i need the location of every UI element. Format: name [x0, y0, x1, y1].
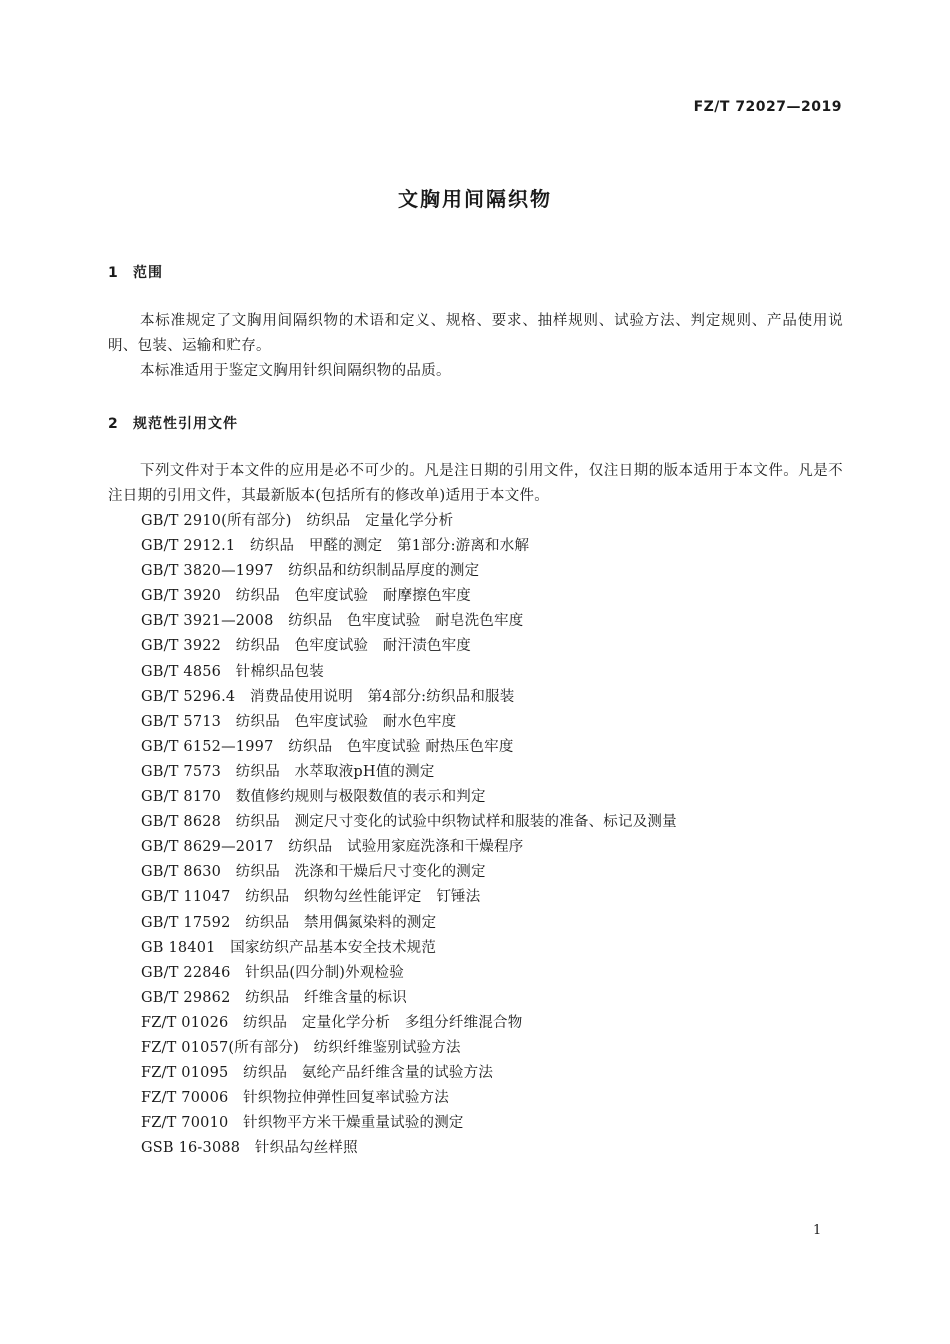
reference-item: GB/T 3921—2008 纺织品 色牢度试验 耐皂洗色牢度: [141, 613, 524, 630]
reference-item: GB/T 3820—1997 纺织品和纺织制品厚度的测定: [141, 563, 480, 580]
reference-item: GB/T 2910(所有部分) 纺织品 定量化学分析: [141, 513, 454, 529]
reference-item: GB/T 2912.1 纺织品 甲醛的测定 第1部分:游离和水解: [141, 538, 530, 555]
reference-item: GB/T 6152—1997 纺织品 色牢度试验 耐热压色牢度: [141, 738, 514, 755]
section-2-number: 2: [108, 416, 119, 432]
reference-item: GB/T 7573 纺织品 水萃取液pH值的测定: [141, 763, 435, 780]
reference-item: GB/T 17592 纺织品 禁用偶氮染料的测定: [141, 914, 437, 931]
reference-item: FZ/T 70010 针织物平方米干燥重量试验的测定: [141, 1115, 464, 1132]
reference-item: GB/T 5296.4 消费品使用说明 第4部分:纺织品和服装: [141, 688, 515, 705]
references-intro-paragraph: 下列文件对于本文件的应用是必不可少的。凡是注日期的引用文件，仅注日期的版本适用于本文件。凡是不注日期的引用文件，其最新版本(包括所有的修改单)适用于本文件。: [108, 463, 843, 504]
page-number: 1: [813, 1223, 822, 1238]
scope-paragraph-1: 本标准规定了文胸用间隔织物的术语和定义、规格、要求、抽样规则、试验方法、判定规则、产品使用说明、包装、运输和贮存。: [108, 313, 843, 354]
reference-item: GB/T 22846 针织品(四分制)外观检验: [141, 964, 404, 981]
section-2-heading: [108, 413, 238, 433]
reference-item: GB/T 4856 针棉织品包装: [141, 663, 325, 680]
section-1-title: 范围: [133, 265, 163, 281]
reference-item: GB/T 29862 纺织品 纤维含量的标识: [141, 989, 407, 1006]
section-2-title: 规范性引用文件: [133, 416, 238, 432]
section-1-heading: [108, 262, 163, 282]
reference-item: GB/T 5713 纺织品 色牢度试验 耐水色牢度: [141, 713, 457, 730]
reference-item: GB/T 3920 纺织品 色牢度试验 耐摩擦色牢度: [141, 588, 472, 605]
reference-item: GB/T 8630 纺织品 洗涤和干燥后尺寸变化的测定: [141, 864, 486, 881]
standard-number: FZ/T 72027—2019: [693, 99, 842, 115]
reference-item: GB/T 3922 纺织品 色牢度试验 耐汗渍色牢度: [141, 638, 472, 655]
reference-item: GB/T 8170 数值修约规则与极限数值的表示和判定: [141, 789, 486, 806]
reference-item: GB/T 8629—2017 纺织品 试验用家庭洗涤和干燥程序: [141, 839, 524, 856]
scope-paragraph-2: 本标准适用于鉴定文胸用针织间隔织物的品质。: [140, 363, 451, 379]
reference-item: FZ/T 01026 纺织品 定量化学分析 多组分纤维混合物: [141, 1014, 523, 1031]
reference-item: GB/T 11047 纺织品 织物勾丝性能评定 钉锤法: [141, 889, 481, 906]
document-title: 文胸用间隔织物: [398, 187, 552, 211]
reference-item: FZ/T 01057(所有部分) 纺织纤维鉴别试验方法: [141, 1039, 461, 1056]
reference-item: GSB 16-3088 针织品勾丝样照: [141, 1140, 358, 1157]
section-1-number: 1: [108, 265, 119, 281]
normative-references-list: [141, 509, 677, 1161]
reference-item: GB/T 8628 纺织品 测定尺寸变化的试验中织物试样和服装的准备、标记及测量: [141, 814, 677, 831]
reference-item: GB 18401 国家纺织产品基本安全技术规范: [141, 939, 437, 956]
reference-item: FZ/T 01095 纺织品 氨纶产品纤维含量的试验方法: [141, 1065, 494, 1082]
reference-item: FZ/T 70006 针织物拉伸弹性回复率试验方法: [141, 1090, 449, 1107]
